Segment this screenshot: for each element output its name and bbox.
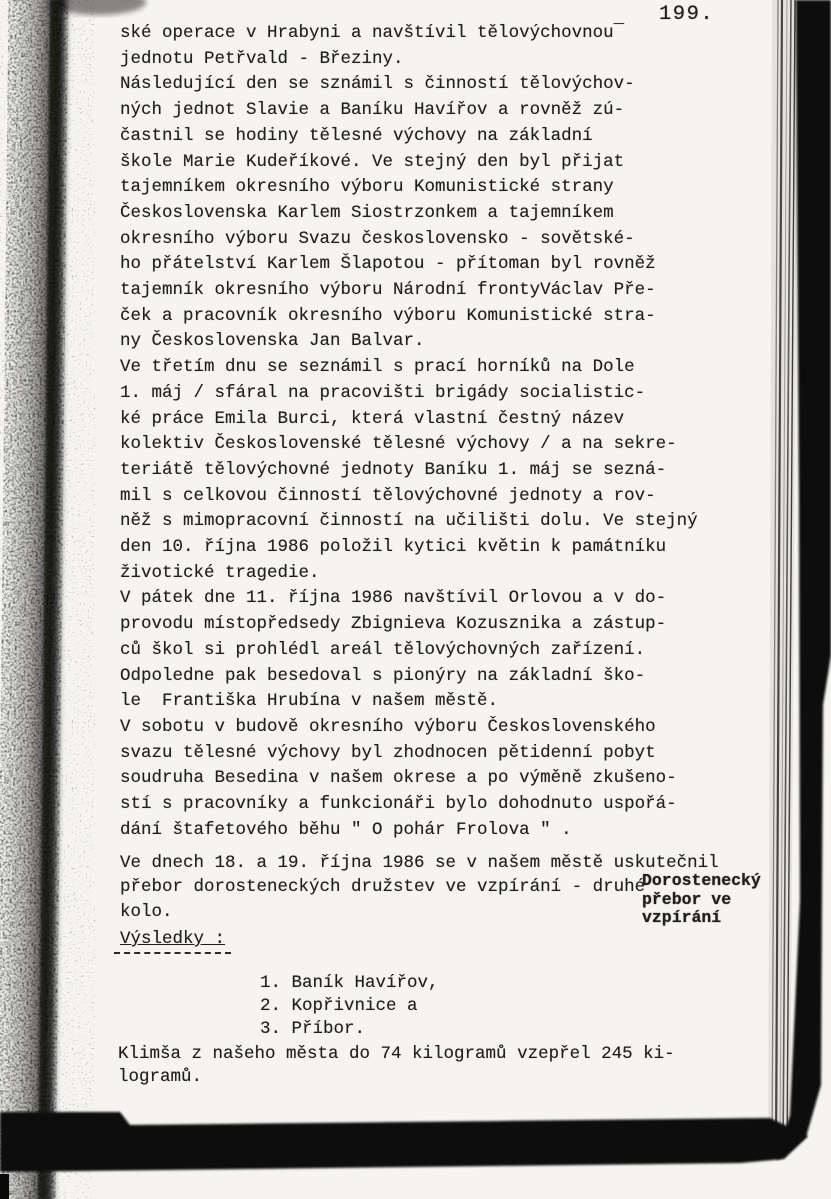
main-paragraph-block <box>120 21 698 844</box>
text-line: častnil se hodiny tělesné výchovy na základní <box>120 125 593 146</box>
text-line: soudruha Besedina v našem okrese a po výměně zkušeno- <box>120 768 677 789</box>
text-line: kolektiv Československé tělesné výchovy / a na sekre- <box>120 434 677 455</box>
text-line: tajemník okresního výboru Národní frontyVáclav Pře- <box>120 280 656 301</box>
closing-paragraph <box>118 1043 675 1089</box>
text-line: kolo. <box>120 901 173 922</box>
text-line: ných jednot Slavie a Baníku Havířov a rovněž zú- <box>120 100 625 121</box>
results-heading: Výsledky : <box>114 929 231 954</box>
text-line: Klimša z našeho města do 74 kilogramů vzepřel 245 ki- <box>118 1044 675 1064</box>
text-line: ček a pracovník okresního výboru Komunistické stra- <box>120 305 656 326</box>
margin-note <box>642 872 761 928</box>
text-line: něž s mimopracovní činností na učilišti dolu. Ve stejný <box>120 511 698 532</box>
text-line: jednotu Petřvald - Březiny. <box>120 48 404 69</box>
text-line: ny Československa Jan Balvar. <box>120 331 425 352</box>
text-line: V pátek dne 11. října 1986 navštívil Orlovou a v do- <box>120 588 667 609</box>
text-line: Československa Karlem Siostrzonkem a tajemníkem <box>120 202 614 223</box>
text-line: stí s pracovníky a funkcionáři bylo dohodnuto uspořá- <box>120 794 677 815</box>
results-list-item: 3. Příbor. <box>260 1019 366 1039</box>
margin-note-line: Dorostenecký <box>642 871 761 890</box>
results-list-item: 2. Kopřivnice a <box>260 996 418 1016</box>
text-line: logramů. <box>118 1067 203 1087</box>
margin-note-line: přebor ve <box>642 889 732 909</box>
text-line: mil s celkovou činností tělovýchovné jednoty a rov- <box>120 485 656 506</box>
text-line: provodu místopředsedy Zbignieva Kozusznika a zástup- <box>120 614 667 635</box>
text-line: životické tragedie. <box>120 562 320 583</box>
text-line: tajemníkem okresního výboru Komunistické strany <box>120 177 614 198</box>
page-number: 199. <box>659 3 715 26</box>
text-line: ské operace v Hrabyni a navštívil tělovýchovnou¯ <box>120 23 625 43</box>
text-line: den 10. října 1986 položil kytici květin k památníku <box>120 537 667 558</box>
text-line: přebor dorosteneckých družstev ve vzpírání - druhé <box>120 877 646 898</box>
results-list-item: 1. Baník Havířov, <box>260 973 439 993</box>
text-line: Následující den se sznámil s činností tělovýchov- <box>120 74 635 95</box>
text-line: ců škol si prohlédl areál tělovýchovných zařízení. <box>120 639 646 660</box>
text-line: 1. máj / sfáral na pracovišti brigády socialistic- <box>120 382 646 403</box>
event-paragraph <box>120 851 719 924</box>
text-line: ké práce Emila Burci, která vlastní čestný název <box>120 408 625 429</box>
margin-note-line: vzpírání <box>642 908 722 927</box>
text-line: Ve třetím dnu se seznámil s prací horníků na Dole <box>120 357 635 378</box>
text-line: Ve dnech 18. a 19. října 1986 se v našem městě uskutečnil <box>120 853 719 873</box>
results-list <box>260 972 439 1041</box>
text-line: škole Marie Kudeříkové. Ve stejný den byl přijat <box>120 151 625 172</box>
text-line: teriátě tělovýchovné jednoty Baníku 1. máj se sezná- <box>120 459 667 480</box>
text-line: le Františka Hrubína v našem městě. <box>120 691 499 712</box>
text-line: dání štafetového běhu " O pohár Frolova " . <box>120 819 572 840</box>
text-line: okresního výboru Svazu československo - sovětské- <box>120 228 635 249</box>
text-line: svazu tělesné výchovy byl zhodnocen pětidenní pobyt <box>120 742 656 763</box>
text-line: ho přátelství Karlem Šlapotou - přítoman byl rovněž <box>120 254 656 275</box>
text-line: V sobotu v budově okresního výboru Československého <box>120 716 656 737</box>
text-line: Odpoledne pak besedoval s pionýry na základní ško- <box>120 665 646 686</box>
